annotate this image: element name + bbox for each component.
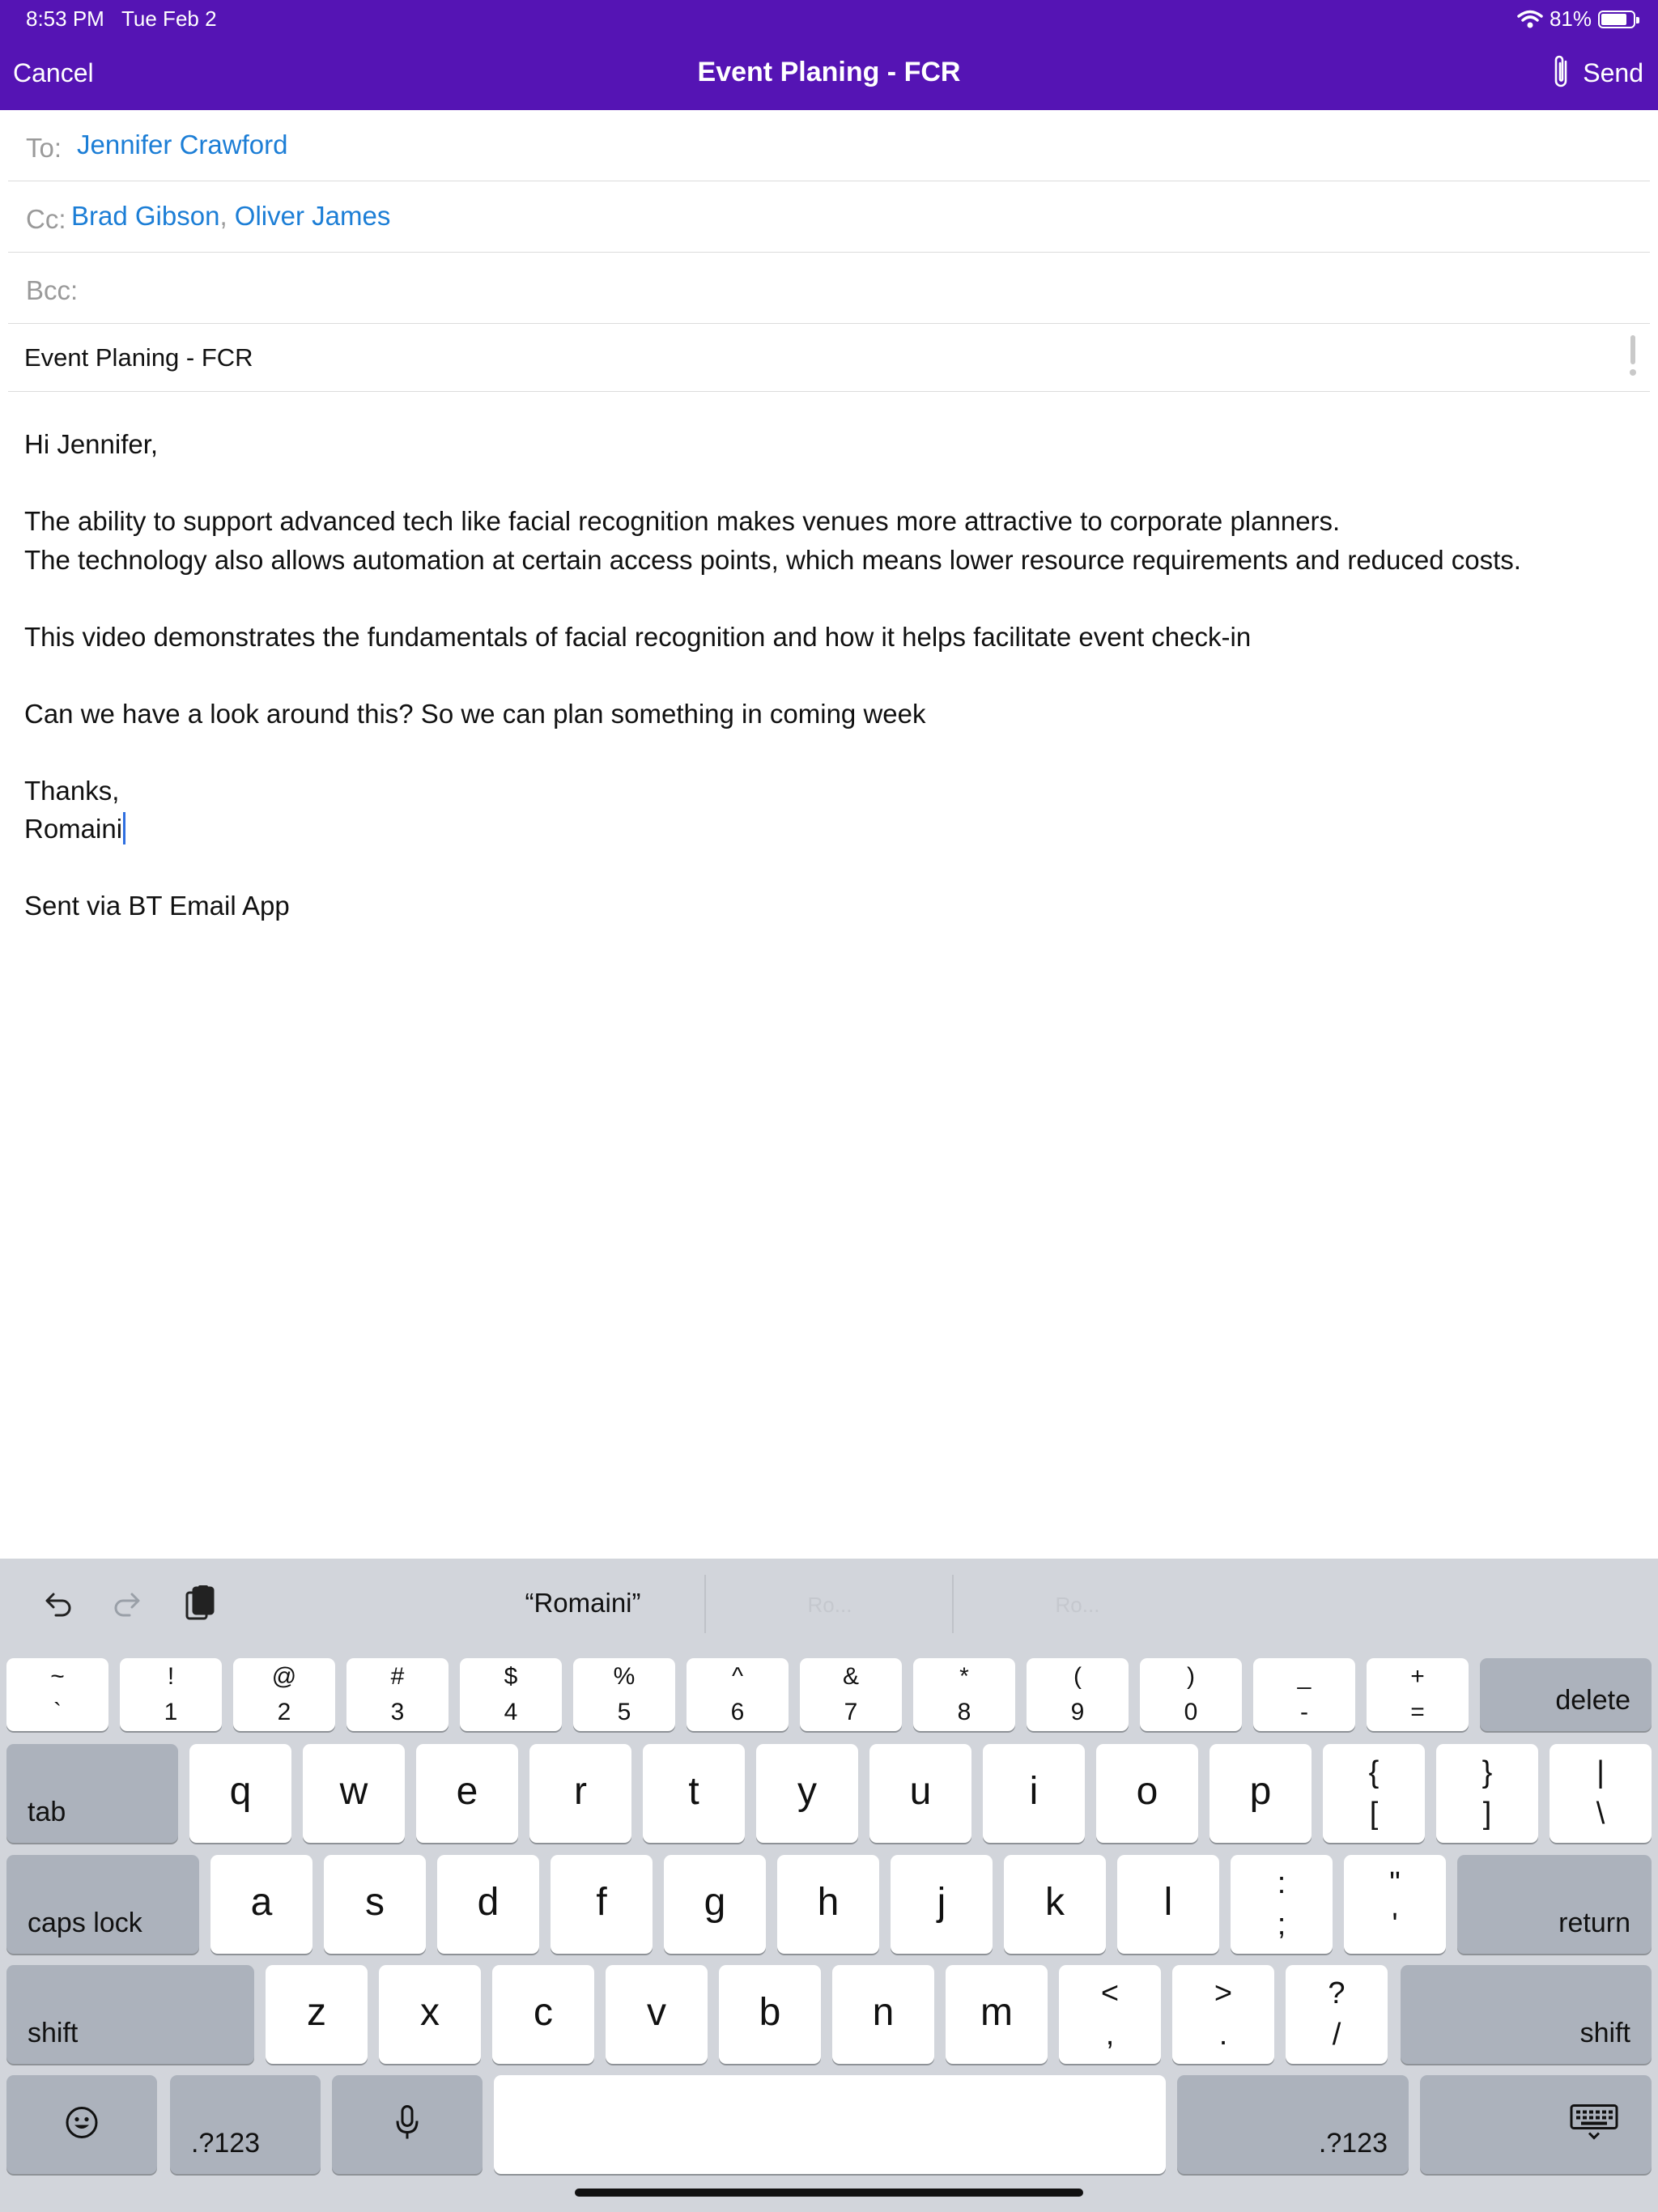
key-q[interactable] <box>189 1744 291 1843</box>
key-secondary-character: ~ <box>50 1663 65 1690</box>
key-secondary-character: & <box>842 1663 859 1690</box>
key-character: j <box>937 1881 946 1924</box>
key-symbol[interactable] <box>1344 1855 1446 1954</box>
key-primary-character: \ <box>1596 1797 1605 1831</box>
key-primary-character: 8 <box>957 1699 971 1725</box>
key-l[interactable] <box>1117 1855 1219 1954</box>
status-date: Tue Feb 2 <box>121 6 217 31</box>
status-indicators <box>1517 6 1635 32</box>
emoji-key[interactable] <box>6 2075 157 2174</box>
key-b[interactable] <box>719 1965 821 2064</box>
body-name-line <box>24 810 1635 849</box>
key-primary-character: / <box>1332 2018 1341 2052</box>
body-paragraph-2: This video demonstrates the fundamentals of facial recognition and how it helps facilitate event check-in <box>24 621 1252 652</box>
key-symbol[interactable] <box>1059 1965 1161 2064</box>
key-primary-character: 5 <box>617 1699 631 1725</box>
body-paragraph-3: Can we have a look around this? So we can plan something in coming week <box>24 698 926 729</box>
suggestion-item[interactable]: Ro... <box>1055 1593 1100 1617</box>
key-primary-character: 4 <box>504 1699 518 1725</box>
key-\[interactable] <box>1550 1744 1652 1843</box>
to-label: To: <box>26 133 62 163</box>
key-m[interactable] <box>946 1965 1048 2064</box>
key-character: x <box>420 1991 440 2034</box>
key-secondary-character: _ <box>1297 1663 1312 1690</box>
key-secondary-character: * <box>959 1663 969 1690</box>
recipient-chip[interactable]: Brad Gibson <box>71 201 220 231</box>
key-primary-character: 0 <box>1184 1699 1198 1725</box>
key-`[interactable] <box>6 1658 108 1731</box>
wifi-icon <box>1517 10 1543 29</box>
to-field[interactable] <box>8 110 1650 181</box>
body-paragraph-1-line-1: The ability to support advanced tech like facial recognition makes venues more attractive to corporate planners. <box>24 506 1341 536</box>
key-r[interactable] <box>529 1744 631 1843</box>
key-secondary-character: ) <box>1187 1663 1195 1690</box>
key-label: delete <box>1555 1685 1630 1716</box>
key-n[interactable] <box>832 1965 934 2064</box>
key-s[interactable] <box>324 1855 426 1954</box>
key-[[interactable] <box>1323 1744 1425 1843</box>
key-][interactable] <box>1436 1744 1538 1843</box>
key-primary-character: ' <box>1392 1908 1398 1942</box>
key-w[interactable] <box>303 1744 405 1843</box>
key-character: w <box>339 1770 368 1813</box>
key-character: f <box>596 1881 607 1924</box>
key-character: t <box>688 1770 699 1813</box>
key-character: q <box>229 1770 252 1813</box>
key-character: s <box>365 1881 385 1924</box>
key-primary-character: ; <box>1277 1908 1286 1942</box>
key-a[interactable] <box>210 1855 312 1954</box>
body-name: Romaini <box>24 814 123 844</box>
key-j[interactable] <box>891 1855 993 1954</box>
key-primary-character: 9 <box>1070 1699 1085 1725</box>
on-screen-keyboard <box>0 1559 1658 2212</box>
key-symbol[interactable] <box>1286 1965 1388 2064</box>
cancel-button[interactable]: Cancel <box>13 58 94 87</box>
key-secondary-character: $ <box>504 1663 518 1690</box>
recipient-chip[interactable]: Oliver James <box>234 201 391 231</box>
recipient-chip[interactable]: Jennifer Crawford <box>77 130 288 160</box>
key-secondary-character: ( <box>1073 1663 1082 1690</box>
dictation-key[interactable] <box>332 2075 483 2174</box>
key-character: i <box>1029 1770 1039 1813</box>
key-character: g <box>704 1881 726 1924</box>
emoji-icon <box>64 2105 100 2145</box>
key-6[interactable] <box>687 1658 789 1731</box>
key-label: return <box>1558 1908 1630 1938</box>
key-x[interactable] <box>379 1965 481 2064</box>
body-greeting: Hi Jennifer, <box>24 429 159 459</box>
key-character: b <box>759 1991 781 2034</box>
key-secondary-character: > <box>1214 1976 1233 2010</box>
keyboard-dismiss-key[interactable] <box>1420 2075 1652 2174</box>
key-symbol[interactable] <box>1172 1965 1274 2064</box>
battery-icon <box>1598 11 1635 28</box>
redo-icon[interactable] <box>108 1583 149 1623</box>
key-v[interactable] <box>606 1965 708 2064</box>
key-secondary-character: " <box>1389 1866 1401 1900</box>
shift-key-right[interactable] <box>1401 1965 1652 2064</box>
message-body[interactable] <box>24 425 1635 925</box>
key-primary-character: 3 <box>390 1699 405 1725</box>
key-character: y <box>797 1770 817 1813</box>
key-character: z <box>307 1991 326 2034</box>
space-bar[interactable] <box>494 2075 1166 2174</box>
key-8[interactable] <box>913 1658 1015 1731</box>
numbers-key-right[interactable] <box>1177 2075 1409 2174</box>
key-primary-character: ` <box>53 1699 62 1725</box>
bcc-label: Bcc: <box>26 275 79 305</box>
key-c[interactable] <box>492 1965 594 2064</box>
key-label: shift <box>1579 2018 1630 2048</box>
suggestion-item[interactable]: Ro... <box>807 1593 852 1617</box>
key-character: r <box>574 1770 587 1813</box>
key-t[interactable] <box>643 1744 745 1843</box>
key-primary-character: , <box>1105 2018 1115 2052</box>
key-label: .?123 <box>1318 2128 1388 2159</box>
battery-percentage: 81% <box>1549 6 1592 31</box>
key-secondary-character: < <box>1100 1976 1120 2010</box>
key-primary-character: 1 <box>164 1699 178 1725</box>
key-primary-character: . <box>1218 2018 1228 2052</box>
key-character: e <box>456 1770 478 1813</box>
key-1[interactable] <box>120 1658 222 1731</box>
cc-label: Cc: <box>26 204 66 234</box>
navigation-bar <box>0 0 1658 110</box>
caps-lock-key[interactable] <box>6 1855 199 1954</box>
key-symbol[interactable] <box>1231 1855 1333 1954</box>
key-character: n <box>872 1991 895 2034</box>
key-character: c <box>534 1991 553 2034</box>
body-footer: Sent via BT Email App <box>24 891 290 921</box>
key-primary-character: 2 <box>277 1699 291 1725</box>
status-time: 8:53 PM <box>26 6 104 31</box>
key-primary-character: 6 <box>730 1699 745 1725</box>
key-secondary-character: ^ <box>731 1663 744 1690</box>
key-u[interactable] <box>869 1744 971 1843</box>
return-key[interactable] <box>1457 1855 1652 1954</box>
microphone-icon <box>395 2105 419 2145</box>
paperclip-icon[interactable] <box>1550 53 1574 91</box>
key-primary-character: - <box>1300 1699 1308 1725</box>
shift-key-left[interactable] <box>6 1965 254 2064</box>
key-secondary-character: % <box>613 1663 636 1690</box>
priority-flag-icon[interactable] <box>1629 335 1637 377</box>
key-4[interactable] <box>460 1658 562 1731</box>
key-character: h <box>817 1881 840 1924</box>
key-primary-character: [ <box>1369 1797 1379 1831</box>
key-character: p <box>1249 1770 1272 1813</box>
key-character: l <box>1163 1881 1173 1924</box>
suggestion-bar <box>0 1559 1658 1648</box>
recipient-separator: , <box>219 201 235 231</box>
key-label: .?123 <box>191 2128 261 2159</box>
key-3[interactable] <box>346 1658 449 1731</box>
key-secondary-character: ! <box>167 1663 175 1690</box>
key-secondary-character: # <box>390 1663 405 1690</box>
key-secondary-character: | <box>1596 1755 1605 1789</box>
key-character: d <box>477 1881 500 1924</box>
suggestion-divider <box>952 1575 954 1633</box>
numbers-key-left[interactable] <box>170 2075 321 2174</box>
key-label: tab <box>28 1797 66 1827</box>
key-character: m <box>980 1991 1013 2034</box>
key-label: caps lock <box>28 1908 142 1938</box>
page-title: Event Planing - FCR <box>697 57 961 87</box>
suggestion-item[interactable]: “Romaini” <box>525 1588 641 1618</box>
key-f[interactable] <box>551 1855 653 1954</box>
key-5[interactable] <box>573 1658 675 1731</box>
key-secondary-character: ? <box>1328 1976 1346 2010</box>
key-character: v <box>647 1991 666 2034</box>
key--[interactable] <box>1253 1658 1355 1731</box>
key-secondary-character: @ <box>271 1663 297 1690</box>
send-button[interactable]: Send <box>1583 58 1643 87</box>
delete-key[interactable] <box>1480 1658 1652 1731</box>
body-paragraph-1-line-2: The technology also allows automation at certain access points, which means lower resource requirements and reduced costs. <box>24 544 1521 575</box>
battery-level <box>1601 14 1626 25</box>
key-d[interactable] <box>437 1855 539 1954</box>
key-secondary-character: } <box>1482 1755 1493 1789</box>
tab-key[interactable] <box>6 1744 178 1843</box>
key-7[interactable] <box>800 1658 902 1731</box>
key-i[interactable] <box>983 1744 1085 1843</box>
key-h[interactable] <box>777 1855 879 1954</box>
text-cursor <box>123 812 125 844</box>
key-g[interactable] <box>664 1855 766 1954</box>
key-character: u <box>909 1770 932 1813</box>
cc-field[interactable] <box>8 181 1650 253</box>
key-k[interactable] <box>1004 1855 1106 1954</box>
key-character: a <box>250 1881 273 1924</box>
key-primary-character: ] <box>1482 1797 1492 1831</box>
key-secondary-character: : <box>1277 1866 1286 1900</box>
key-secondary-character: { <box>1368 1755 1380 1789</box>
key-=[interactable] <box>1367 1658 1469 1731</box>
key-primary-character: 7 <box>844 1699 858 1725</box>
key-y[interactable] <box>756 1744 858 1843</box>
subject-text: Event Planing - FCR <box>24 343 253 372</box>
paste-icon[interactable] <box>180 1583 220 1623</box>
key-secondary-character: + <box>1410 1663 1425 1690</box>
key-0[interactable] <box>1140 1658 1242 1731</box>
key-p[interactable] <box>1209 1744 1312 1843</box>
keyboard-dismiss-icon <box>1570 2104 1618 2146</box>
body-signoff: Thanks, <box>24 775 120 806</box>
key-9[interactable] <box>1027 1658 1129 1731</box>
suggestion-divider <box>704 1575 706 1633</box>
undo-icon[interactable] <box>36 1583 77 1623</box>
key-character: o <box>1136 1770 1158 1813</box>
home-indicator <box>575 2189 1083 2197</box>
key-o[interactable] <box>1096 1744 1198 1843</box>
key-primary-character: = <box>1410 1699 1425 1725</box>
key-character: k <box>1045 1881 1065 1924</box>
key-z[interactable] <box>266 1965 368 2064</box>
bcc-field[interactable] <box>8 253 1650 324</box>
key-2[interactable] <box>233 1658 335 1731</box>
key-label: shift <box>28 2018 79 2048</box>
subject-field[interactable] <box>8 324 1650 392</box>
key-e[interactable] <box>416 1744 518 1843</box>
